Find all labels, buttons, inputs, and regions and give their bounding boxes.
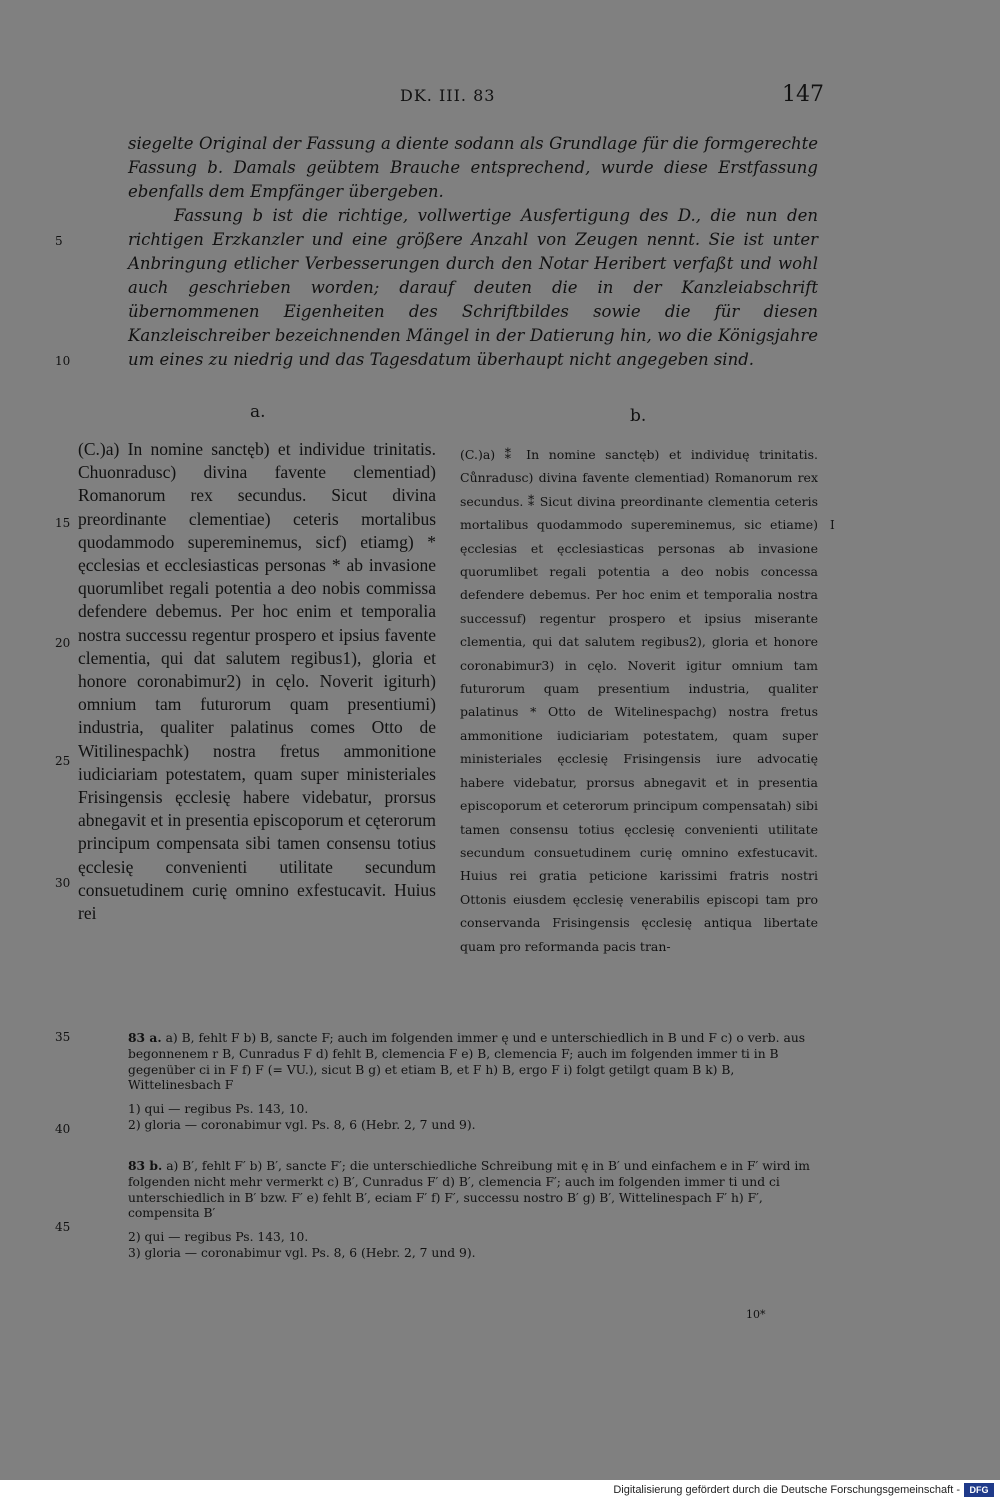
footnotes-a <box>128 1030 818 1134</box>
footnotes-b <box>128 1158 818 1262</box>
line-number: 10 <box>55 354 71 368</box>
footnote-label-a: 83 a. <box>128 1030 162 1045</box>
intro-paragraph-2: Fassung b ist die richtige, vollwertige Ausfertigung des D., die nun den richtigen Erzkanzler und eine größere Anzahl von Zeugen nennt. Sie ist unter Anbringung etlicher Verbesserungen durch den Notar Heribert verfaßt und wohl auch geschrieben worden; darauf deuten die in der Kanzleiabschrift übernommenen Eigenheiten des Schriftbildes sowie die für diesen Kanzleischreiber bezeichnenden Mängel in der Datierung hin, wo die Königsjahre um eines zu niedrig und das Tagesdatum überhaupt nicht angegeben sind. <box>128 206 818 369</box>
line-number: 45 <box>55 1220 71 1234</box>
running-header: DK. III. 83 <box>400 86 496 105</box>
column-b-text <box>460 443 818 958</box>
footnote-ref: 2) gloria — coronabimur vgl. Ps. 8, 6 (Hebr. 2, 7 und 9). <box>128 1117 476 1132</box>
footnote-ref: 3) gloria — coronabimur vgl. Ps. 8, 6 (Hebr. 2, 7 und 9). <box>128 1245 476 1260</box>
line-number: 25 <box>55 754 71 768</box>
introduction <box>128 132 818 372</box>
column-a-heading: a. <box>250 402 266 422</box>
column-a-text <box>78 438 436 925</box>
line-number: 30 <box>55 876 71 890</box>
line-number: 40 <box>55 1122 71 1136</box>
line-number: 15 <box>55 516 71 530</box>
footnote-label-b: 83 b. <box>128 1158 163 1173</box>
column-a-paragraph: (C.)a) In nomine sanctęb) et individue trinitatis. Chuonradusc) divina favente clementiad) Romanorum rex secundus. Sicut divina preordinante clementiae) ceteris mortalibus quodammodo supereminemus, sicf) etiamg) * ęcclesias et ecclesiasticas personas * ab invasione quorumlibet regali potentia a deo nobis commissa defendere debemus. Per hoc enim et temporalia nostra successu regentur prospero et ipsius favente clementia, qui dat salutem regibus1), gloria et honore coronabimur2) in cęlo. Noverit igiturh) omnium tam futurorum quam presentiumi) industria, qualiter palatinus comes Otto de Witilinespachk) nostra fretus ammonitione iudiciariam potestatem, quam super ministeriales Frisingensis ęcclesię habere videbatur, prorsus abnegavit et in presentia episcoporum et cęterorum principum compensata sibi tamen consensu totius ęcclesię convenienti utilitate secundum consuetudinem curię omnino exfestucavit. Huius rei <box>78 439 436 924</box>
line-number: 5 <box>55 234 63 248</box>
page-number: 147 <box>782 82 824 107</box>
margin-mark: I <box>830 518 835 532</box>
footer-credit: Digitalisierung gefördert durch die Deutsche Forschungsgemeinschaft - <box>613 1484 960 1496</box>
footnote-notes-a: a) B, fehlt F b) B, sancte F; auch im folgenden immer ę und e unterschiedlich in B und F c) o verb. aus begonnenem r B, Cunradus F d) fehlt B, clemencia F e) B, clemencia F; auch im folgenden immer ti in B gegenüber ci in F f) F (= VU.), sicut B g) et etiam B, et F h) B, ergo F i) folgt getilgt quam B k) B, Wittelinesbach F <box>128 1031 806 1093</box>
signature-mark: 10* <box>746 1308 766 1321</box>
dfg-logo-icon: DFG <box>964 1483 994 1497</box>
column-b-paragraph: (C.)a) ⁑ In nomine sanctęb) et individuę trinitatis. Cůnradusc) divina favente clementiad) Romanorum rex secundus. ⁑ Sicut divina preordinante clementia ceteris mortalibus quodammodo supereminemus, sic etiame) ęcclesias et ęcclesiasticas personas ab invasione quorumlibet regali potentia a deo nobis concessa defendere debemus. Per hoc enim et temporalia nostra successuf) regentur prospero et ipsius miserante clementia, qui dat salutem regibus2), gloria et honore coronabimur3) in cęlo. Noverit igitur omnium tam futurorum quam presentium industria, qualiter palatinus * Otto de Witelinespachg) nostra fretus ammonitione iudiciariam potestatem, quam super ministeriales ęcclesię Frisingensis iure advocatię habere videbatur, prorsus abnegavit et in presentia episcoporum et ceterorum principum compensatah) sibi tamen consensu totius ęcclesię convenienti utilitate secundum consuetudinem curię omnino exfestucavit. Huius rei gratia peticione karissimi fratris nostri Ottonis eiusdem ęcclesię venerabilis episcopi tam pro conservanda Frisingensis ęcclesię antiqua libertate quam pro reformanda pacis tran- <box>460 447 818 954</box>
footnote-ref: 2) qui — regibus Ps. 143, 10. <box>128 1230 309 1245</box>
footnote-notes-b: a) B′, fehlt F′ b) B′, sancte F′; die unterschiedliche Schreibung mit ę in B′ und einfachem e in F′ wird im folgenden nicht mehr vermerkt c) B′, Cunradus F′ d) B′, clemencia F′; auch im folgenden immer ti und ci unterschiedlich in B′ bzw. F′ e) fehlt B′, eciam F′ f) F′, successu nostro B′ g) B′, Wittelinespach F′ h) F′, compensita B′ <box>128 1159 810 1221</box>
intro-paragraph-1: siegelte Original der Fassung a diente sodann als Grundlage für die formgerechte Fassung b. Damals geübtem Brauche entsprechend, wurde diese Erstfassung ebenfalls dem Empfänger übergeben. <box>128 134 818 201</box>
line-number: 35 <box>55 1030 71 1044</box>
line-number: 20 <box>55 636 71 650</box>
column-b-heading: b. <box>630 406 647 426</box>
footnote-ref: 1) qui — regibus Ps. 143, 10. <box>128 1102 309 1117</box>
